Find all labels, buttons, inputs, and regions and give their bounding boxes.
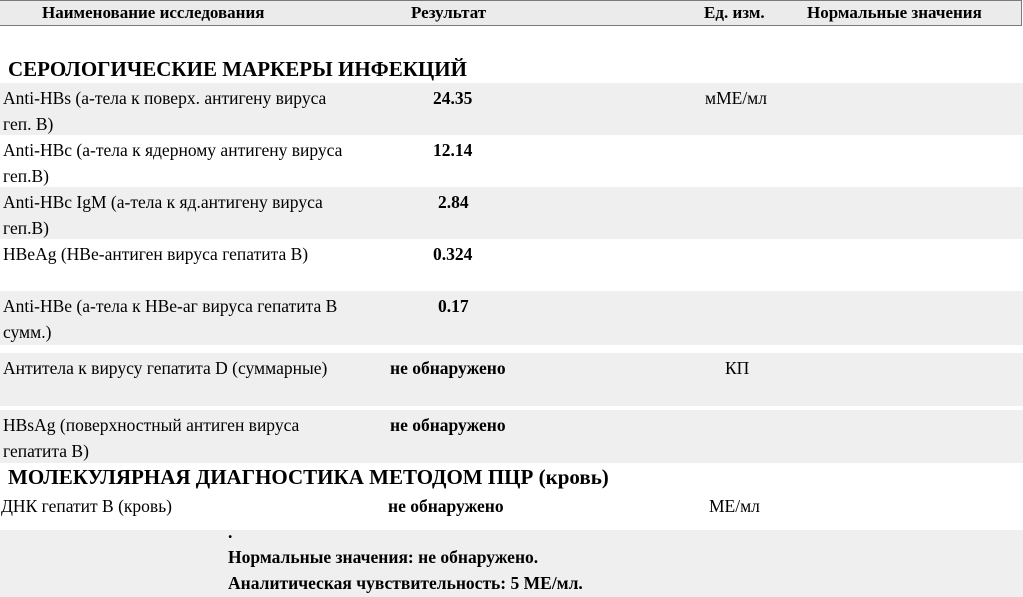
- test-name: HBsAg (поверхностный антиген вируса гепатита B): [3, 415, 300, 461]
- table-row: [0, 239, 1023, 291]
- header-result: Результат: [411, 3, 487, 22]
- table-row: [0, 187, 1023, 239]
- comment-sensitivity: Аналитическая чувствительность: 5 МЕ/мл.: [228, 573, 583, 593]
- test-name: Anti-HBe (а-тела к HBe-аг вируса гепатита B сумм.): [3, 296, 338, 342]
- test-result: 2.84: [438, 192, 469, 212]
- test-result: 0.324: [433, 244, 473, 264]
- test-name: Anti-HBc IgM (а-тела к яд.антигену вируса геп.B): [3, 192, 323, 238]
- comment-dot: .: [228, 522, 233, 542]
- table-row: [0, 491, 1023, 530]
- table-header: [0, 0, 1022, 26]
- test-result: 24.35: [433, 88, 473, 108]
- table-row: [0, 410, 1023, 463]
- test-result: 12.14: [433, 140, 473, 160]
- test-name: ДНК гепатит B (кровь): [1, 496, 173, 516]
- test-unit: МЕ/мл: [709, 496, 760, 516]
- test-unit: КП: [725, 358, 750, 378]
- table-row: [0, 291, 1023, 345]
- header-unit: Ед. изм.: [704, 3, 765, 22]
- test-name: Anti-HBc (а-тела к ядерному антигену вируса геп.B): [3, 140, 343, 186]
- test-result: 0.17: [438, 296, 469, 316]
- test-name: Anti-HBs (а-тела к поверх. антигену вируса геп. B): [3, 88, 327, 134]
- table-row: [0, 353, 1023, 406]
- test-unit: мМЕ/мл: [705, 88, 767, 108]
- header-name: Наименование исследования: [42, 3, 265, 22]
- table-row: [0, 83, 1023, 135]
- test-result: не обнаружено: [390, 415, 506, 435]
- result-comment: [0, 522, 1023, 597]
- test-result: не обнаружено: [390, 358, 506, 378]
- comment-normal-values: Нормальные значения: не обнаружено.: [228, 547, 539, 567]
- section-title-serology: СЕРОЛОГИЧЕСКИЕ МАРКЕРЫ ИНФЕКЦИЙ: [8, 57, 467, 81]
- section-title-pcr: МОЛЕКУЛЯРНАЯ ДИАГНОСТИКА МЕТОДОМ ПЦР (кровь): [8, 465, 609, 489]
- table-row: [0, 135, 1023, 187]
- header-norm: Нормальные значения: [807, 3, 982, 22]
- test-result: не обнаружено: [388, 496, 504, 516]
- test-name: HBeAg (HBe-антиген вируса гепатита B): [3, 244, 309, 264]
- test-name: Антитела к вирусу гепатита D (суммарные): [3, 358, 328, 378]
